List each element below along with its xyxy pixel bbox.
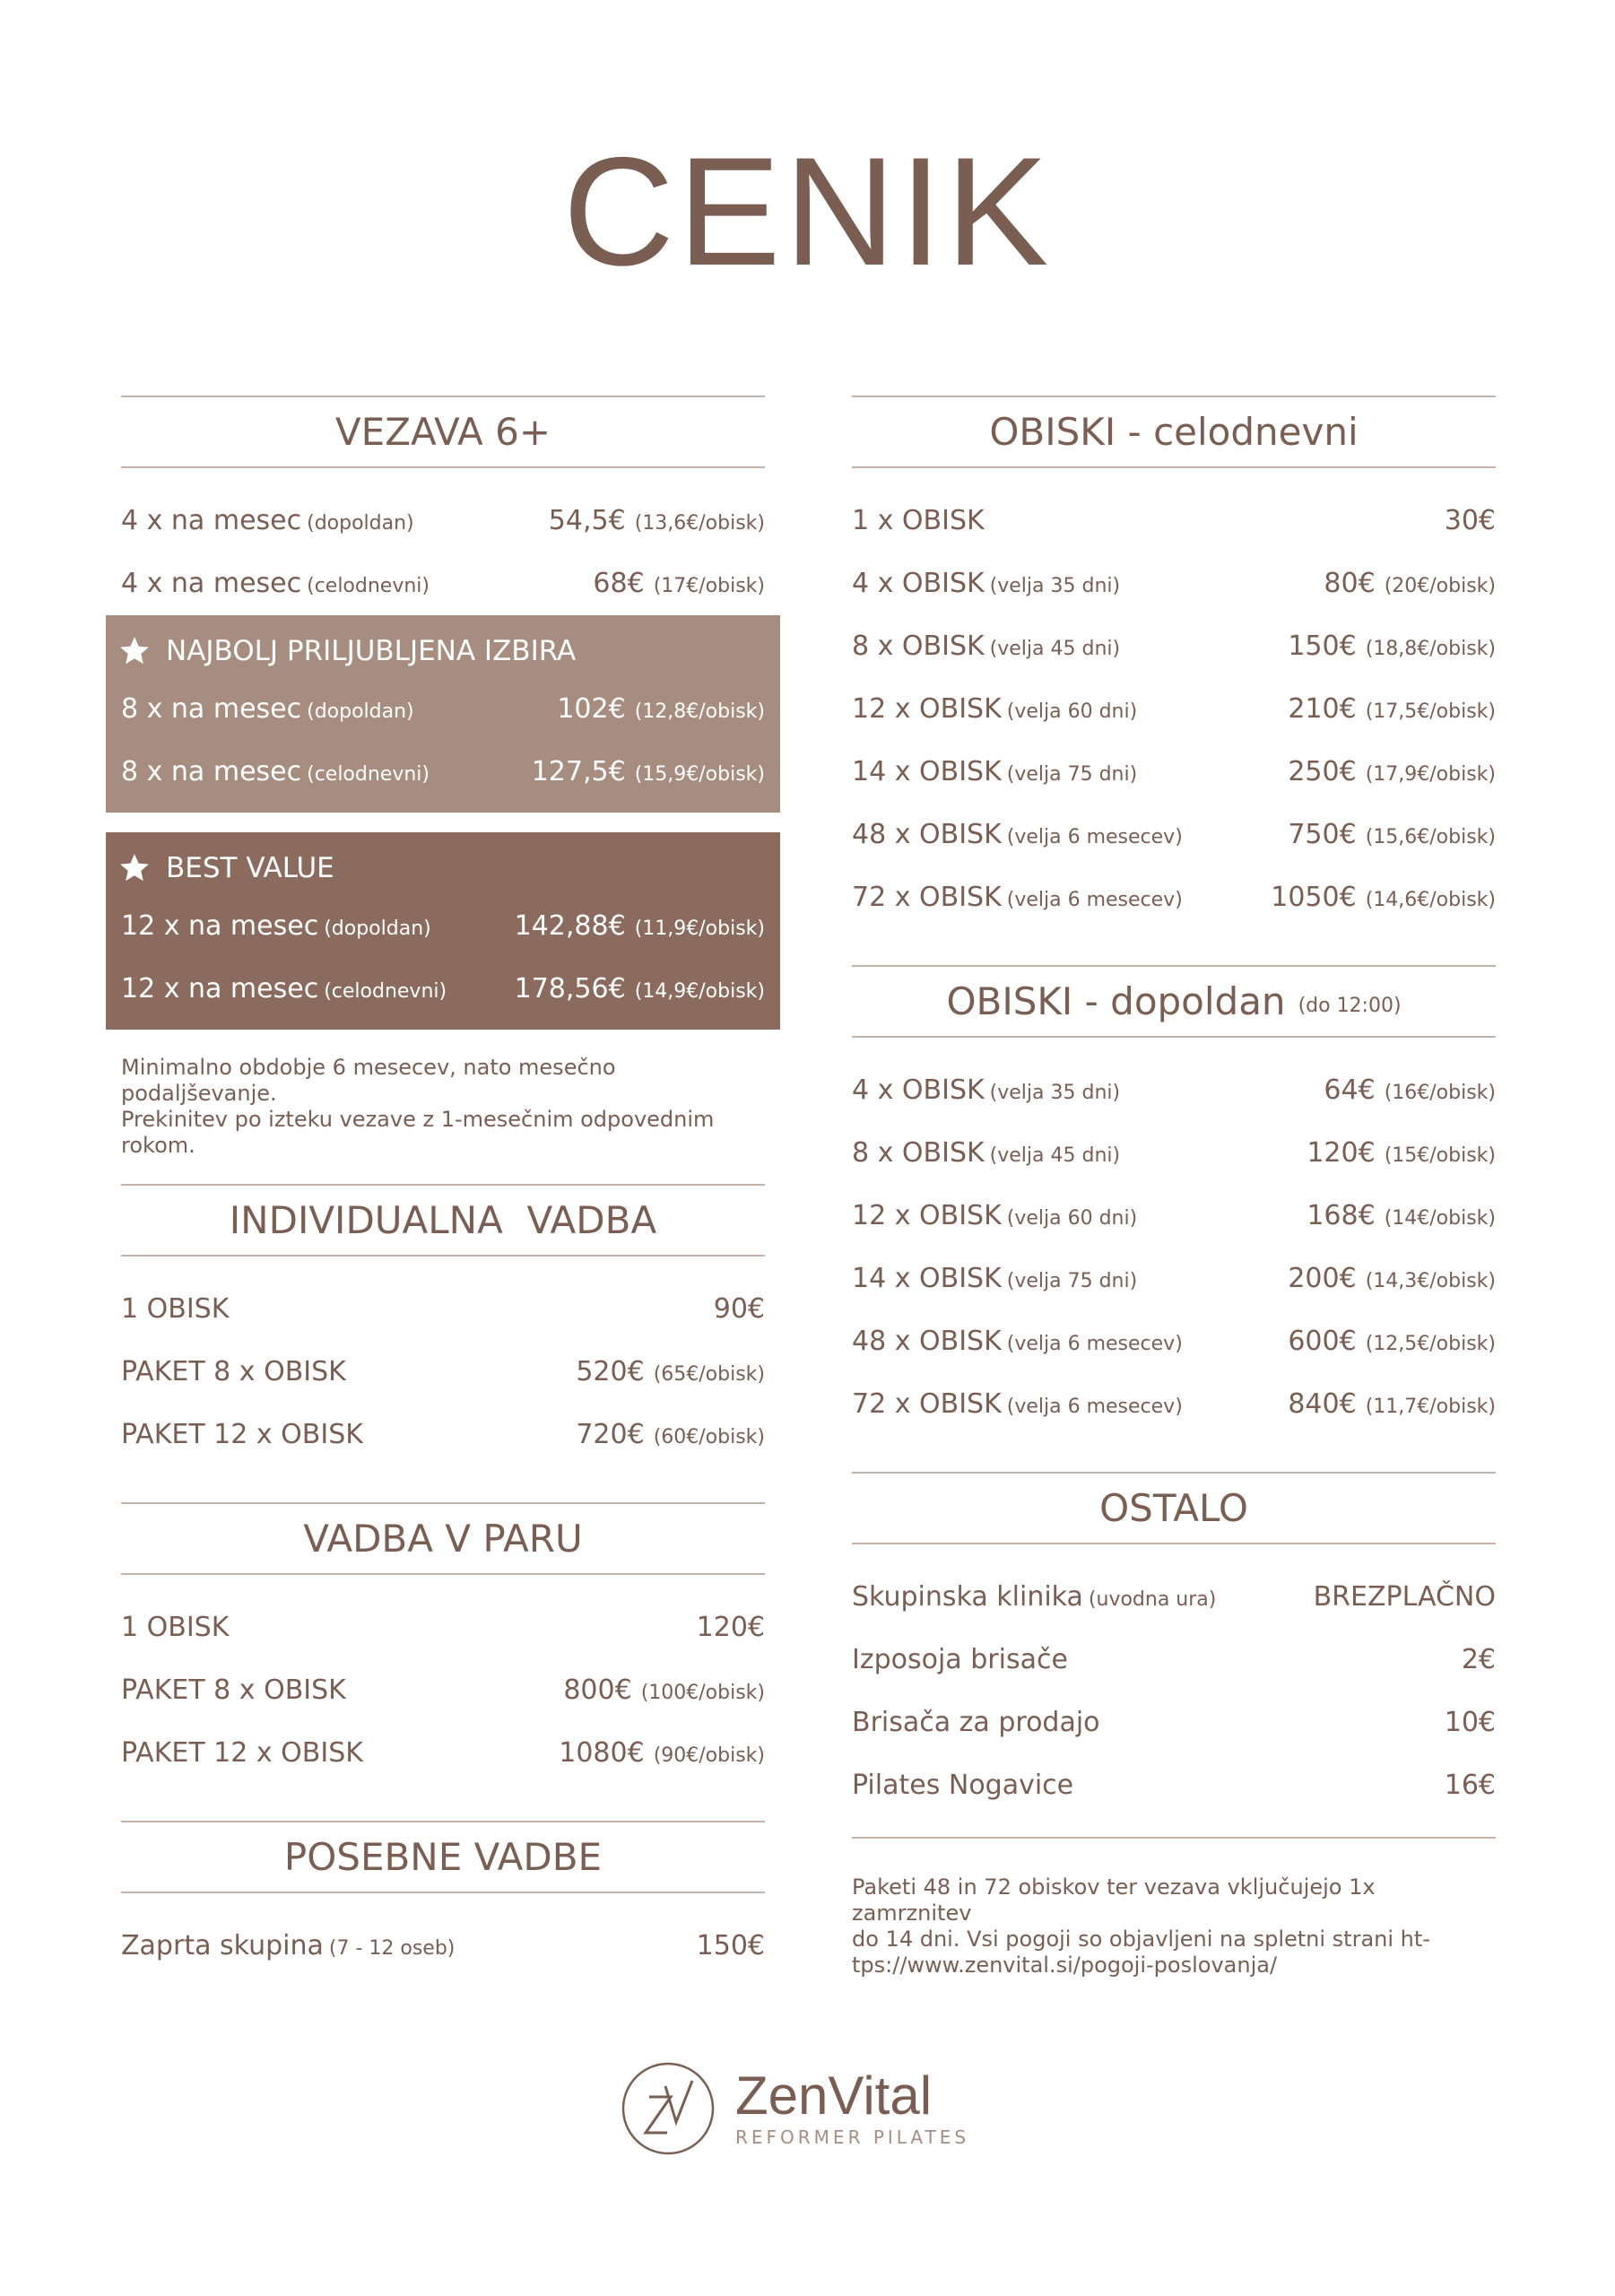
row-price: 168€ — [1307, 1200, 1376, 1231]
row-label: 1 x OBISK — [852, 505, 985, 536]
footnote-line: do 14 dni. Vsi pogoji so objavljeni na spletni strani ht- — [852, 1926, 1430, 1952]
row-label: 48 x OBISK — [852, 819, 1002, 850]
row-label: 12 x OBISK — [852, 693, 1002, 725]
row-price-note: (65€/obisk) — [653, 1363, 765, 1386]
row-label: PAKET 8 x OBISK — [121, 1356, 346, 1387]
price-row — [852, 552, 1496, 615]
row-price: 68€ — [593, 568, 645, 599]
section-heading-paru: VADBA V PARU — [121, 1502, 765, 1575]
row-note: (celodnevni) — [307, 575, 430, 597]
price-row — [121, 490, 765, 552]
row-label: 4 x OBISK — [852, 568, 985, 599]
page-title: CENIK — [562, 126, 1053, 298]
popular-choice-box — [106, 615, 780, 813]
row-label: 8 x OBISK — [852, 631, 985, 662]
price-row — [852, 1566, 1496, 1629]
row-label: 8 x OBISK — [852, 1137, 985, 1169]
best-value-title — [117, 841, 765, 895]
row-price-note: (16€/obisk) — [1384, 1082, 1496, 1104]
row-label: PAKET 8 x OBISK — [121, 1674, 346, 1706]
price-row — [852, 1185, 1496, 1248]
price-row — [852, 1373, 1496, 1436]
row-label: 1 OBISK — [121, 1293, 230, 1325]
row-label: 12 x na mesec — [121, 973, 319, 1004]
row-price-note: (90€/obisk) — [653, 1744, 765, 1767]
footnote-line: tps://www.zenvital.si/pogoji-poslovanja/ — [852, 1952, 1278, 1978]
row-price: 120€ — [1307, 1137, 1376, 1169]
row-price: 150€ — [1288, 631, 1357, 662]
row-price: 250€ — [1288, 756, 1357, 787]
row-price-note: (11,9€/obisk) — [634, 918, 765, 940]
row-price-note: (100€/obisk) — [640, 1682, 765, 1704]
row-price: 150€ — [696, 1930, 765, 1961]
price-row — [852, 804, 1496, 866]
row-price: 90€ — [713, 1293, 765, 1325]
price-row — [852, 866, 1496, 929]
vezava-info — [121, 1055, 765, 1159]
price-row — [121, 741, 765, 804]
row-price: 720€ — [576, 1419, 645, 1450]
footnote-line: Paketi 48 in 72 obiskov ter vezava vključujejo 1x zamrznitev — [852, 1874, 1376, 1926]
logo-tagline: REFORMER PILATES — [735, 2126, 970, 2148]
logo-name: ZenVital — [735, 2066, 933, 2126]
row-label: PAKET 12 x OBISK — [121, 1737, 363, 1769]
row-note: (uvodna ura) — [1088, 1588, 1217, 1611]
price-row — [852, 1122, 1496, 1185]
row-label: PAKET 12 x OBISK — [121, 1419, 363, 1450]
price-row — [121, 678, 765, 741]
footnote — [852, 1874, 1496, 1979]
row-price-note: (15,6€/obisk) — [1365, 826, 1496, 848]
section-heading-celodnevni: OBISKI - celodnevni — [852, 396, 1496, 468]
price-row — [121, 895, 765, 958]
popular-choice-title — [117, 624, 765, 678]
section-heading-ostalo: OSTALO — [852, 1472, 1496, 1544]
row-label: Zaprta skupina — [121, 1930, 324, 1961]
section-heading-dopoldan — [852, 965, 1496, 1038]
section-divider — [852, 1837, 1496, 1839]
row-price: 120€ — [696, 1612, 765, 1643]
row-price-note: (15,9€/obisk) — [634, 763, 765, 786]
row-label: 14 x OBISK — [852, 1263, 1002, 1294]
price-row — [852, 678, 1496, 741]
row-note: (velja 45 dni) — [989, 1144, 1121, 1167]
section-heading-individualna: INDIVIDUALNA VADBA — [121, 1184, 765, 1257]
row-note: (celodnevni) — [324, 980, 447, 1003]
row-price-note: (14,9€/obisk) — [634, 980, 765, 1003]
price-row — [121, 1659, 765, 1722]
row-label: 12 x OBISK — [852, 1200, 1002, 1231]
zv-monogram-icon — [619, 2059, 717, 2158]
row-note: (dopoldan) — [324, 918, 431, 940]
row-label: Skupinska klinika — [852, 1581, 1083, 1613]
right-column — [852, 396, 1496, 1979]
row-note: (velja 6 mesecev) — [1006, 826, 1183, 848]
row-note: (dopoldan) — [307, 512, 414, 535]
section-heading-text: OBISKI - dopoldan — [946, 979, 1286, 1023]
row-note: (dopoldan) — [307, 700, 414, 723]
section-heading-sub: (do 12:00) — [1298, 995, 1402, 1017]
popular-choice-label: NAJBOLJ PRILJUBLJENA IZBIRA — [166, 635, 577, 667]
logo-text — [735, 2066, 970, 2148]
star-icon — [117, 851, 152, 885]
price-row — [121, 958, 765, 1021]
price-row — [852, 741, 1496, 804]
row-price-note: (12,5€/obisk) — [1365, 1333, 1496, 1355]
section-heading-posebne: POSEBNE VADBE — [121, 1821, 765, 1893]
vezava-info-line: Prekinitev po izteku vezave z 1-mesečnim odpovednim rokom. — [121, 1107, 715, 1158]
row-label: 4 x na mesec — [121, 505, 302, 536]
price-row — [121, 1596, 765, 1659]
row-label: 4 x OBISK — [852, 1074, 985, 1106]
row-price-note: (17,9€/obisk) — [1365, 763, 1496, 786]
row-price: 142,88€ — [514, 910, 626, 942]
price-row — [852, 1692, 1496, 1754]
row-note: (celodnevni) — [307, 763, 430, 786]
row-price-note: (17,5€/obisk) — [1365, 700, 1496, 723]
row-price: 102€ — [557, 693, 626, 725]
row-price: 10€ — [1444, 1707, 1496, 1738]
row-price: 600€ — [1288, 1326, 1357, 1357]
row-label: 14 x OBISK — [852, 756, 1002, 787]
row-note: (velja 75 dni) — [1006, 763, 1138, 786]
price-row — [121, 1341, 765, 1404]
row-price: 54,5€ — [548, 505, 626, 536]
row-price: 2€ — [1461, 1644, 1496, 1675]
row-note: (velja 60 dni) — [1006, 700, 1138, 723]
row-price: 16€ — [1444, 1770, 1496, 1801]
price-row — [121, 1722, 765, 1785]
row-note: (velja 6 mesecev) — [1006, 889, 1183, 911]
price-row — [852, 1629, 1496, 1692]
row-price: 800€ — [563, 1674, 632, 1706]
row-price: 840€ — [1288, 1388, 1357, 1420]
row-price-note: (18,8€/obisk) — [1365, 638, 1496, 660]
price-row — [852, 1754, 1496, 1817]
best-value-box — [106, 832, 780, 1030]
row-note: (velja 75 dni) — [1006, 1270, 1138, 1292]
row-label: 1 OBISK — [121, 1612, 230, 1643]
zenvital-logo — [619, 2059, 995, 2158]
row-price-note: (12,8€/obisk) — [634, 700, 765, 723]
row-price-note: (11,7€/obisk) — [1365, 1396, 1496, 1418]
row-price-note: (14,6€/obisk) — [1365, 889, 1496, 911]
row-price: 520€ — [576, 1356, 645, 1387]
price-row — [121, 1915, 765, 1978]
price-row — [852, 615, 1496, 678]
row-price: 30€ — [1444, 505, 1496, 536]
row-note: (7 - 12 oseb) — [328, 1937, 456, 1960]
row-price: 64€ — [1324, 1074, 1376, 1106]
price-row — [852, 1310, 1496, 1373]
row-price-note: (14,3€/obisk) — [1365, 1270, 1496, 1292]
row-price-note: (13,6€/obisk) — [634, 512, 765, 535]
price-row — [852, 1248, 1496, 1310]
row-note: (velja 6 mesecev) — [1006, 1396, 1183, 1418]
row-price: 200€ — [1288, 1263, 1357, 1294]
row-note: (velja 35 dni) — [989, 1082, 1121, 1104]
row-label: 12 x na mesec — [121, 910, 319, 942]
row-price: 178,56€ — [514, 973, 626, 1004]
row-price: 1050€ — [1271, 882, 1357, 913]
price-row — [852, 1059, 1496, 1122]
row-label: 48 x OBISK — [852, 1326, 1002, 1357]
row-note: (velja 35 dni) — [989, 575, 1121, 597]
price-row — [852, 490, 1496, 552]
row-price-note: (15€/obisk) — [1384, 1144, 1496, 1167]
row-label: 8 x na mesec — [121, 756, 302, 787]
row-label: 72 x OBISK — [852, 882, 1002, 913]
price-row — [121, 552, 765, 615]
row-price: 127,5€ — [531, 756, 626, 787]
row-price: 210€ — [1288, 693, 1357, 725]
row-price-note: (20€/obisk) — [1384, 575, 1496, 597]
row-note: (velja 6 mesecev) — [1006, 1333, 1183, 1355]
row-label: 8 x na mesec — [121, 693, 302, 725]
row-price: 1080€ — [559, 1737, 645, 1769]
price-row — [121, 1278, 765, 1341]
row-price-note: (17€/obisk) — [653, 575, 765, 597]
row-note: (velja 45 dni) — [989, 638, 1121, 660]
row-price: 750€ — [1288, 819, 1357, 850]
section-heading-vezava: VEZAVA 6+ — [121, 396, 765, 468]
row-label: Izposoja brisače — [852, 1644, 1068, 1675]
row-label: 4 x na mesec — [121, 568, 302, 599]
row-price-note: (14€/obisk) — [1384, 1207, 1496, 1230]
row-price: BREZPLAČNO — [1313, 1581, 1496, 1613]
left-column — [121, 396, 765, 1978]
price-row — [121, 1404, 765, 1466]
row-label: Brisača za prodajo — [852, 1707, 1100, 1738]
row-price-note: (60€/obisk) — [653, 1426, 765, 1448]
vezava-info-line: Minimalno obdobje 6 mesecev, nato mesečno podaljševanje. — [121, 1055, 616, 1106]
row-note: (velja 60 dni) — [1006, 1207, 1138, 1230]
row-label: Pilates Nogavice — [852, 1770, 1074, 1801]
row-price: 80€ — [1324, 568, 1376, 599]
row-label: 72 x OBISK — [852, 1388, 1002, 1420]
star-icon — [117, 634, 152, 668]
best-value-label: BEST VALUE — [166, 852, 334, 884]
